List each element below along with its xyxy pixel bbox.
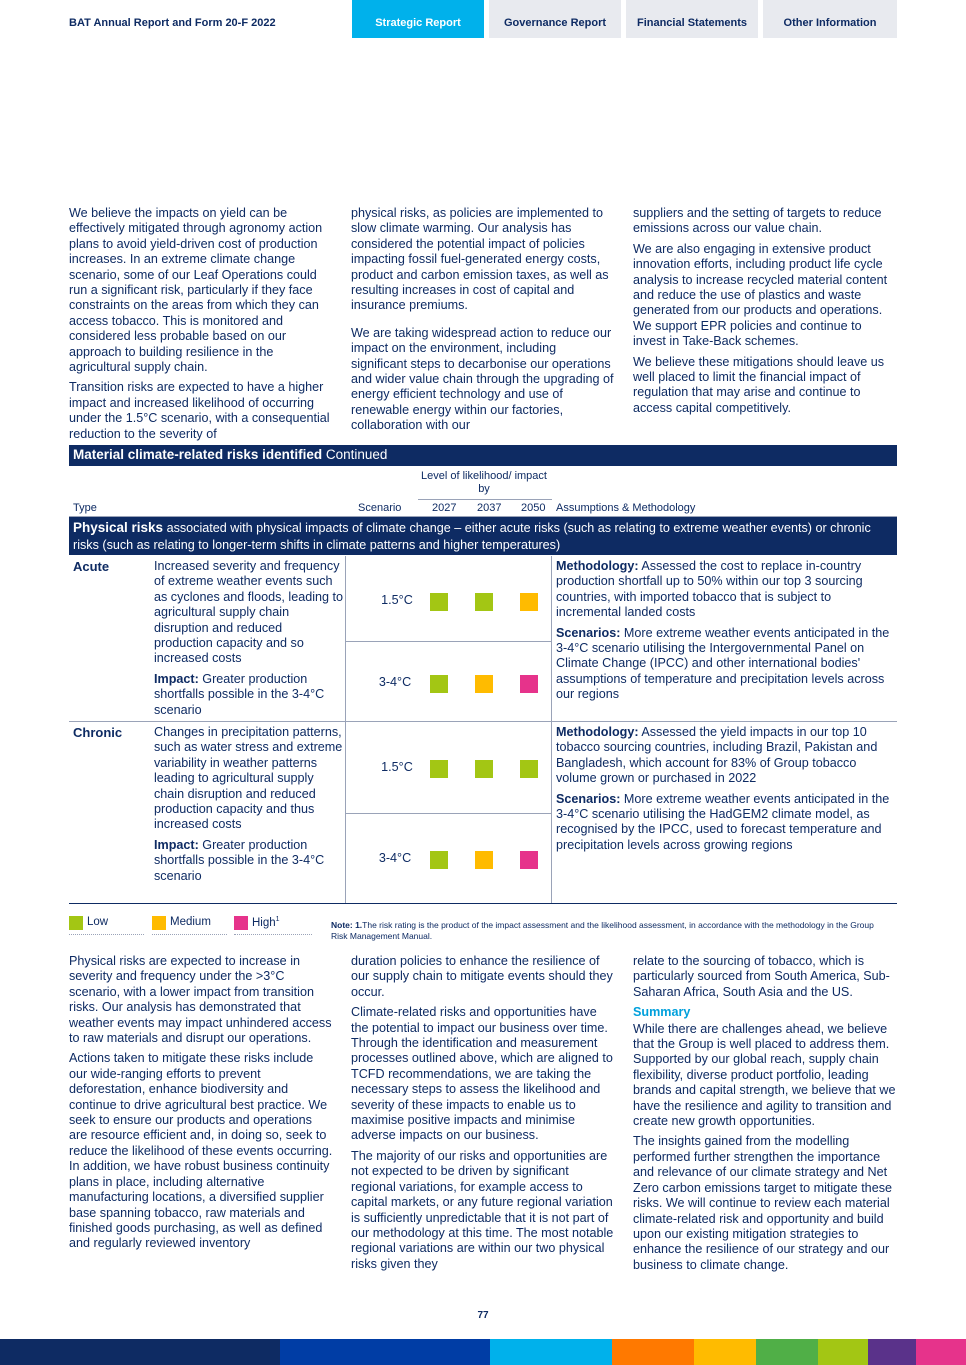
- chronic-methodology: [556, 725, 896, 787]
- legend-medium-label: Medium: [170, 916, 211, 928]
- legend-high-footnote: 1: [275, 916, 280, 923]
- assumptions-header: Assumptions & Methodology: [556, 502, 696, 514]
- scenarios-text: More extreme weather events anticipated in the 3-4°C scenario utilising the Intergovernmental Panel on Climate Change (IPCC) and other international bodies' assumptions of temperature and precipitation levels across our regions: [556, 625, 890, 702]
- legend-high-label: [252, 916, 280, 929]
- type-header: Type: [73, 502, 97, 514]
- table-note: [331, 920, 891, 942]
- top-text-column-2: [351, 206, 615, 439]
- legend-low-swatch: [69, 916, 83, 930]
- row-type-acute: Acute: [73, 559, 110, 574]
- bottom-text-column-3: [633, 954, 897, 1278]
- footer-color-segment: [818, 1339, 868, 1365]
- impact-label: Impact:: [154, 671, 199, 686]
- footer-color-segment: [694, 1339, 756, 1365]
- rating-square: [520, 760, 538, 778]
- chronic-description-cell: [154, 725, 344, 884]
- rating-square: [475, 593, 493, 611]
- methodology-text: Assessed the cost to replace in-country production shortfall up to 50% within our top 3 sourcing countries, with imported tobacco that is subject to incremental landed costs: [556, 559, 863, 620]
- chronic-scenarios: [556, 792, 896, 854]
- scenario-label: 3-4°C: [378, 851, 412, 865]
- paragraph: Physical risks are expected to increase in severity and frequency under the >3°C scenario, with a lower impact from transition risks. Our analysis has demonstrated that weather events may impact unhindered access to raw materials and disrupt our operations.: [69, 954, 332, 1046]
- document-title: BAT Annual Report and Form 20-F 2022: [69, 17, 276, 29]
- page-number: 77: [477, 1310, 489, 1321]
- acute-methodology: [556, 559, 896, 621]
- top-text-column-1: [69, 206, 333, 447]
- rating-square: [475, 851, 493, 869]
- page-header: [0, 0, 966, 40]
- chronic-methodology-cell: [556, 725, 896, 853]
- physical-risks-description: associated with physical impacts of climate change – either acute risks (such as relating to extreme weather events) or chronic risks (such as relating to longer-term shifts in climate patterns and higher temperatures): [73, 521, 871, 552]
- impact-text: Greater production shortfalls possible in the 3-4°C scenario: [154, 671, 325, 717]
- paragraph: We are taking widespread action to reduce our impact on the environment, including significant steps to decarbonise our operations and wider value chain through the upgrading of energy efficient technology and use of renewable energy within our factories, collaboration with our: [351, 325, 614, 433]
- rating-square: [430, 593, 448, 611]
- note-label: Note: 1.: [331, 920, 363, 930]
- scenario-divider: [345, 641, 552, 642]
- physical-risks-label: Physical risks: [73, 520, 164, 535]
- tab-financial-statements[interactable]: Financial Statements: [626, 0, 758, 38]
- physical-risks-banner: [69, 517, 897, 555]
- table-bottom-border: [69, 903, 897, 904]
- legend-high-text: High: [252, 916, 276, 929]
- acute-impact: [154, 672, 344, 718]
- legend-divider: [69, 934, 144, 935]
- scenarios-label: Scenarios:: [556, 791, 621, 806]
- footer-color-segment: [612, 1339, 694, 1365]
- top-text-column-3: [633, 206, 897, 421]
- scenarios-text: More extreme weather events anticipated in the 3-4°C scenario utilising the HadGEM2 climate model, as recognised by the IPCC, used to forecast temperature and precipitation levels across growing regions: [556, 791, 890, 852]
- rating-square: [475, 675, 493, 693]
- rating-square: [520, 675, 538, 693]
- note-text: The risk rating is the product of the impact assessment and the likelihood assessment, in accordance with the methodology in the Group Risk Management Manual.: [331, 920, 874, 941]
- rating-square: [475, 760, 493, 778]
- paragraph: We are also engaging in extensive product innovation efforts, including product life cycle analysis to increase recycled material content and reduce the use of plastics and waste generated from our products and operations. We support EPR policies and continue to invest in Take-Back schemes.: [633, 241, 888, 349]
- chronic-impact: [154, 838, 344, 884]
- row-divider: [69, 721, 897, 722]
- footer-color-bar: [0, 1339, 966, 1365]
- rating-square: [520, 593, 538, 611]
- tab-other-information[interactable]: Other Information: [763, 0, 897, 38]
- paragraph: duration policies to enhance the resilience of our supply chain to mitigate events should they occur.: [351, 954, 613, 999]
- bottom-text-column-2: [351, 954, 615, 1277]
- likelihood-divider: [418, 499, 552, 500]
- scenario-label: 1.5°C: [381, 593, 413, 607]
- footer-color-segment: [140, 1339, 280, 1365]
- year-header-2050: 2050: [521, 502, 546, 514]
- paragraph: suppliers and the setting of targets to reduce emissions across our value chain.: [633, 206, 882, 236]
- year-header-2027: 2027: [432, 502, 457, 514]
- methodology-label: Methodology:: [556, 725, 639, 739]
- tab-strategic-report[interactable]: Strategic Report: [352, 0, 484, 38]
- scenario-label: 3-4°C: [378, 675, 412, 689]
- methodology-text: Assessed the yield impacts in our top 10 tobacco sourcing countries, including Brazil, Pakistan and Bangladesh, which account for 83% of Group tobacco volume grown or purchased in 2022: [556, 725, 878, 786]
- footer-color-segment: [490, 1339, 612, 1365]
- tab-governance-report[interactable]: Governance Report: [489, 0, 621, 38]
- scenario-header: Scenario: [358, 502, 402, 514]
- paragraph: physical risks, as policies are implemented to slow climate warming. Our analysis has considered the potential impact of policies impacting fossil fuel-generated energy costs, product and carbon emission taxes, as well as resulting increases in cost of capital and insurance premiums.: [351, 206, 609, 313]
- rating-square: [430, 760, 448, 778]
- impact-text: Greater production shortfalls possible in the 3-4°C scenario: [154, 837, 325, 883]
- scenario-label: 1.5°C: [381, 760, 413, 774]
- legend-divider: [234, 934, 312, 935]
- table-title: [69, 445, 897, 466]
- table-title-continued: Continued: [322, 447, 388, 462]
- rating-square: [430, 851, 448, 869]
- rating-square: [520, 851, 538, 869]
- acute-description-cell: [154, 559, 344, 718]
- table-title-bold: Material climate-related risks identified: [73, 447, 323, 462]
- scenarios-label: Scenarios:: [556, 625, 621, 640]
- likelihood-header: Level of likelihood/ impact by: [421, 470, 547, 495]
- paragraph: Actions taken to mitigate these risks include our wide-ranging efforts to prevent deforestation, enhance biodiversity and continue to drive agricultural best practice. We seek to ensure our products and operations are resource efficient and, in doing so, seek to reduce the likelihood of these events occurring. In addition, we have robust business continuity plans in place, including alternative manufacturing locations, a diversified supplier base spanning tobacco, raw materials and finished goods purchasing, as well as defined and regularly reviewed inventory: [69, 1051, 333, 1251]
- legend-low-label: Low: [87, 916, 109, 928]
- footer-color-segment: [916, 1339, 966, 1365]
- year-header-2037: 2037: [477, 502, 502, 514]
- chronic-description: Changes in precipitation patterns, such as water stress and extreme variability in weather patterns leading to agricultural supply chain disruption and reduced production capacity and thus increased costs: [154, 725, 343, 832]
- scenario-divider: [345, 813, 552, 814]
- legend-high-swatch: [234, 916, 248, 930]
- bottom-text-column-1: [69, 954, 333, 1257]
- paragraph: relate to the sourcing of tobacco, which is particularly sourced from South America, Sub-Saharan Africa, South Asia and the US.: [633, 954, 890, 999]
- paragraph: The majority of our risks and opportunities are not expected to be driven by significant regional variations, for example access to capital markets, or any future regional variation is sufficiently unpredictable that it is not part of our methodology at this time. The most notable regional variations are within our two physical risks given they: [351, 1148, 614, 1271]
- column-divider: [345, 556, 346, 903]
- row-type-chronic: Chronic: [73, 725, 123, 740]
- paragraph: Transition risks are expected to have a higher impact and increased likelihood of occurring under the 1.5°C scenario, with a consequential reduction to the severity of: [69, 380, 330, 441]
- paragraph: Climate-related risks and opportunities have the potential to impact our business over time. Through the identification and measurement processes outlined above, which are aligned to TCFD recommendations, we are taking the necessary steps to assess the likelihood and severity of these impacts to enable us to maximise positive impacts and minimise adverse impacts on our business.: [351, 1005, 613, 1143]
- column-divider: [551, 556, 552, 903]
- paragraph: While there are challenges ahead, we believe that the Group is well placed to address them. Supported by our global reach, supply chain flexibility, diverse product portfolio, leading brands and capital strength, we believe that we have the resilience and agility to transition and create new growth opportunities.: [633, 1021, 896, 1129]
- acute-description: Increased severity and frequency of extreme weather events such as cyclones and floods, leading to agricultural supply chain disruption and reduced production capacity and so increased costs: [154, 559, 344, 666]
- footer-color-segment: [280, 1339, 490, 1365]
- acute-scenarios: [556, 626, 896, 703]
- paragraph: The insights gained from the modelling performed further strengthen the importance and relevance of our climate strategy and Net Zero carbon emissions target to mitigate these risks. We will continue to review each material climate-related risk and opportunity and build upon our existing mitigation strategies to enhance the resilience of our strategy and our business to climate change.: [633, 1134, 892, 1272]
- footer-color-segment: [756, 1339, 818, 1365]
- rating-square: [430, 675, 448, 693]
- footer-color-segment: [0, 1339, 140, 1365]
- footer-color-segment: [868, 1339, 916, 1365]
- summary-heading: Summary: [633, 1005, 691, 1020]
- impact-label: Impact:: [154, 837, 199, 852]
- legend-divider: [152, 934, 227, 935]
- paragraph: We believe the impacts on yield can be effectively mitigated through agronomy action plans to avoid yield-driven cost of production increases. In an extreme climate change scenario, some of our Leaf Operations could run a significant risk, particularly if they face constraints on the areas from which they can access tobacco. This is monitored and considered less probable based on our approach to building resilience in the agricultural supply chain.: [69, 206, 323, 375]
- methodology-label: Methodology:: [556, 559, 639, 573]
- paragraph: We believe these mitigations should leave us well placed to limit the financial impact of regulation that may arise and continue to access capital competitively.: [633, 354, 885, 415]
- legend-medium-swatch: [152, 916, 166, 930]
- acute-methodology-cell: [556, 559, 896, 703]
